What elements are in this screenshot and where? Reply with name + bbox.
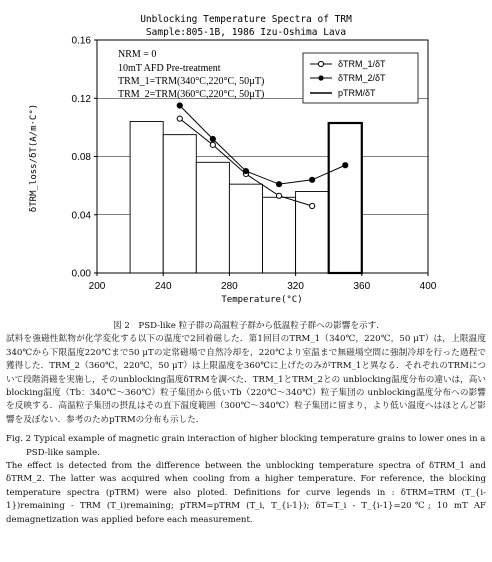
ptrm-bar	[263, 197, 296, 273]
series-2-point	[343, 163, 348, 168]
filled-circle-marker-icon	[318, 75, 323, 80]
note-nrm: NRM = 0	[118, 49, 157, 60]
x-tick-label: 360	[353, 281, 371, 292]
legend	[303, 53, 418, 103]
series-1-point	[276, 193, 281, 198]
x-axis-label: Temperature(°C)	[221, 295, 303, 305]
ptrm-bar	[130, 122, 163, 273]
y-tick-label: 0.16	[71, 35, 91, 47]
note-trm2: TRM_2=TRM(360°C,220°C, 50µT)	[118, 89, 265, 100]
y-tick-label: 0.12	[71, 93, 91, 105]
series-2-point	[210, 136, 215, 141]
note-trm1: TRM_1=TRM(340°C,220°C, 50µT)	[118, 76, 265, 87]
series-1-point	[210, 142, 215, 147]
caption-jp-body: 試料を強磁性鉱物が化学変化する以下の温度で2回着磁した．第1回目のTRM_1（340℃，220℃，50 μT）は，上限温度340℃から下限温度220℃まで50 μTの定常磁場で自然冷却を，220℃より室温まで無磁場空間に強制冷却を行った過程で獲得した．TRM_2（360℃，220℃，50 μT）は上限温度を360℃に上げたのみがTRM_1と異なる．それぞれのTRMについて段階消磁を実施し，そのunblocking温度δTRMを調べた．TRM_1とTRM_2との unblocking温度分布の違いは，高い blocking温度（Tb：340℃～360℃）粒子集団から低いTb（220℃～340℃）粒子集団の unblocking温度分布への影響を反映する．高温粒子集団の摂乱はその直下温度範囲（300℃～340℃）粒子集団に留まり，より低い温度へはほとんど影響を及ぼない．参考のためpTRMの分布も示した．	[6, 334, 486, 425]
y-tick-label: 0.04	[71, 210, 91, 222]
ptrm-bar	[329, 123, 362, 273]
x-tick-label: 280	[221, 281, 238, 292]
y-tick-label: 0.00	[71, 268, 91, 280]
series-1-point	[177, 116, 182, 121]
legend-label-trm1: δTRM_1/δT	[338, 59, 386, 69]
legend-label-ptrm: pTRM/δT	[338, 88, 376, 98]
ptrm-bar	[196, 162, 229, 273]
x-tick-label: 400	[419, 281, 437, 292]
caption-jp-title: 図 2 PSD-like 粒子群の高温粒子群から低温粒子群への影響を示す.	[113, 321, 379, 331]
series-2-point	[276, 182, 281, 187]
x-tick-label: 240	[154, 281, 172, 292]
ptrm-bar	[163, 135, 196, 273]
figure-caption	[6, 320, 486, 527]
chart-title: Unblocking Temperature Spectra of TRM	[140, 14, 352, 25]
series-1-point	[310, 203, 315, 208]
x-tick-label: 320	[287, 281, 304, 292]
series-2-point	[177, 103, 182, 108]
caption-en-title: Fig. 2 Typical example of magnetic grain interaction of higher blocking temperature grains to lower ones in a PSD-like sample.	[6, 434, 486, 458]
note-afd: 10mT AFD Pre-treatment	[118, 63, 221, 74]
ptrm-bars	[130, 122, 362, 273]
x-tick-label: 200	[88, 281, 106, 292]
y-axis-label: δTRM_loss/δT(A/m·C°)	[29, 103, 39, 213]
legend-label-trm2: δTRM_2/δT	[338, 73, 386, 83]
y-tick-label: 0.08	[71, 152, 91, 163]
chart-notes	[118, 49, 264, 100]
ptrm-bar	[229, 184, 262, 273]
open-circle-marker-icon	[318, 61, 323, 66]
series-2-point	[243, 168, 248, 173]
caption-en-body: The effect is detected from the difference between the unblocking temperature spectra of δTRM_1 and δTRM_2. The latter was acquired when cooling from a higher temperature. For reference, the blocking temperature spectra (pTRM) were also ploted. Definitions for curve legends in : δTRM=TRM (T_{i-1})remaining - TRM (T_i)remaining; pTRM=pTRM (T_i, T_{i-1}); δT=T_i - T_{i-1}=20℃; 10 mT AF demagnetization was applied before each measurement.	[6, 461, 486, 525]
chart-subtitle: Sample:805-1B, 1986 Izu-Oshima Lava	[145, 27, 347, 38]
series-2-point	[310, 177, 315, 182]
